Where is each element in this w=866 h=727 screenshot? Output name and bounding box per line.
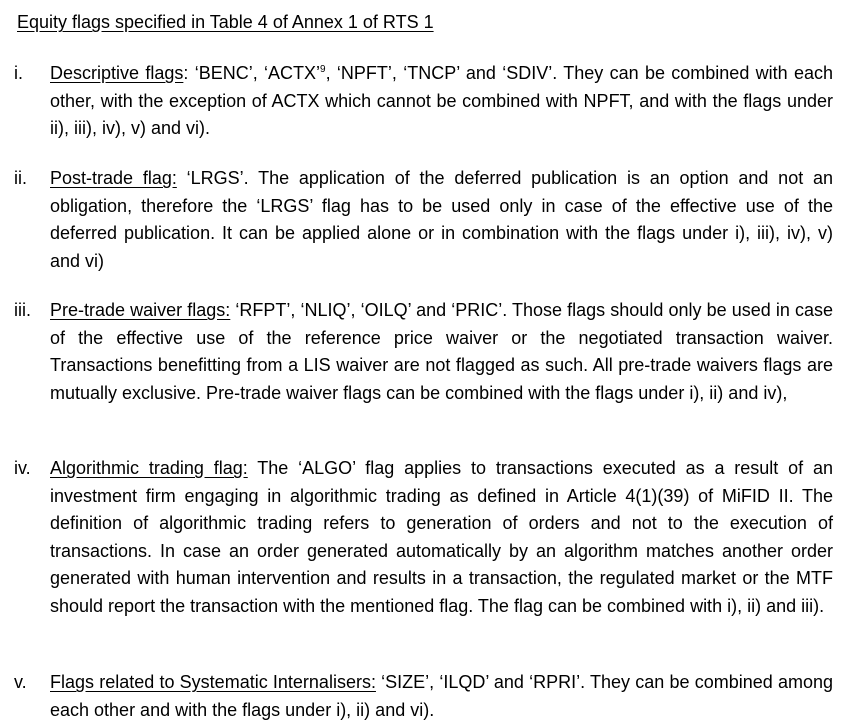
item-numeral: i. <box>14 63 23 83</box>
item-label: Post-trade flag: <box>50 168 177 188</box>
item-body <box>50 297 833 407</box>
section-heading: Equity flags specified in Table 4 of Annex 1 of RTS 1 <box>17 12 434 32</box>
item-label: Flags related to Systematic Internalisers: <box>50 672 376 692</box>
item-text: ‘SIZE’, ‘ILQD’ and ‘RPRI’. They can be combined among each other and with the flags under i), ii) and vi). <box>50 672 833 720</box>
item-text: ‘LRGS’. The application of the deferred publication is an option and not an obligation, therefore the ‘LRGS’ flag has to be used only in case of the effective use of the deferred publication. It can be applied alone or in combination with the flags under i), iii), iv), v) and vi) <box>50 168 834 271</box>
footnote-marker[interactable]: 9 <box>320 64 326 75</box>
item-numeral: ii. <box>14 168 27 188</box>
item-body <box>50 669 833 724</box>
item-body <box>50 165 833 275</box>
item-text: : ‘BENC’, ‘ACTX’ <box>183 63 321 83</box>
item-text: ‘RFPT’, ‘NLIQ’, ‘OILQ’ and ‘PRIC’. Those flags should only be used in case of the effective use of the reference price waiver or the negotiated transaction waiver. Transactions benefitting from a LIS waiver are not flagged as such. All pre-trade waivers flags are mutually exclusive. Pre-trade waiver flags can be combined with the flags under i), ii) and iv), <box>50 300 833 403</box>
item-numeral: v. <box>14 672 27 692</box>
item-numeral: iv. <box>14 458 31 478</box>
item-label: Descriptive flags <box>50 63 184 83</box>
item-body <box>50 60 833 143</box>
item-text-continued: , ‘NPFT’, ‘TNCP’ and ‘SDIV’. They can be combined with each other, with the exception of ACTX which cannot be combined with NPFT, and with the flags under ii), iii), iv), v) and vi). <box>50 63 834 138</box>
item-label: Algorithmic trading flag: <box>50 458 248 478</box>
item-text: The ‘ALGO’ flag applies to transactions executed as a result of an investment firm engaging in algorithmic trading as defined in Article 4(1)(39) of MiFID II. The definition of algorithmic trading refers to generation of orders and not to the execution of transactions. In case an order generated automatically by an algorithm matches another order generated with human intervention and results in a transaction, the regulated market or the MTF should report the transaction with the mentioned flag. The flag can be combined with i), ii) and iii). <box>50 458 833 616</box>
item-body <box>50 455 833 620</box>
item-label: Pre-trade waiver flags: <box>50 300 231 320</box>
item-numeral: iii. <box>14 300 31 320</box>
